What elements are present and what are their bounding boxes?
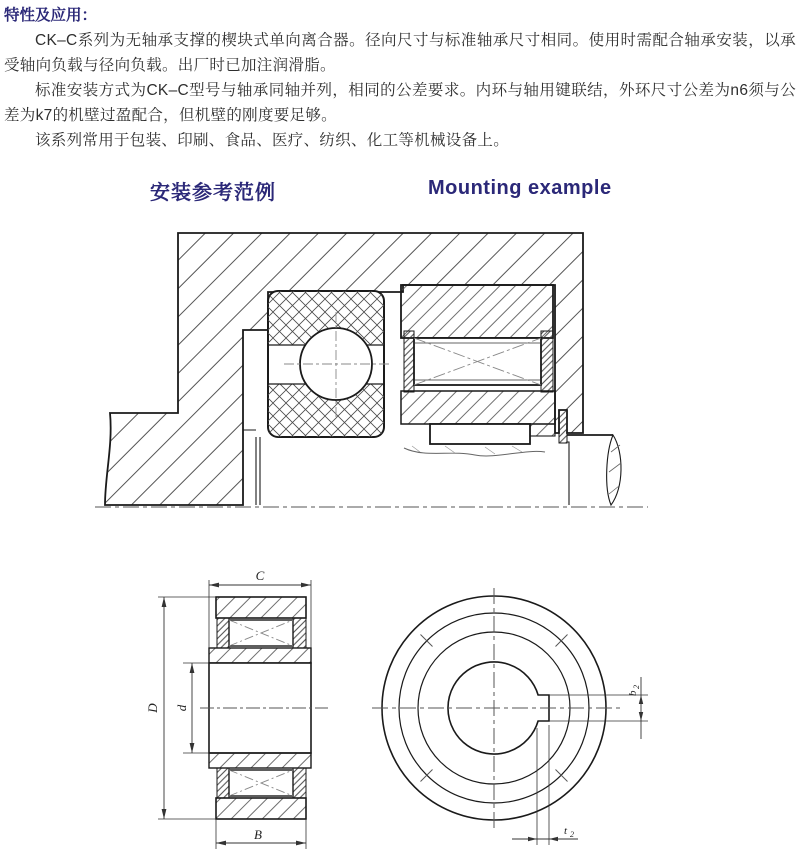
- label-t2-sub: 2: [570, 830, 574, 839]
- shaft-break-wavy: [404, 448, 545, 456]
- paragraph-1: CK–C系列为无轴承支撑的楔块式单向离合器。径向尺寸与标准轴承尺寸相同。使用时需配合轴承安装，以承受轴向负载与径向负载。出厂时已加注润滑脂。: [4, 32, 796, 74]
- dim-B: [216, 819, 306, 849]
- mounting-cross-section: [95, 233, 648, 507]
- dim-t2: [512, 725, 578, 845]
- label-t2: t: [564, 825, 568, 837]
- clutch-side-plate-right: [541, 331, 553, 392]
- shaft-key: [430, 424, 530, 444]
- paragraph-2: 标准安装方式为CK–C型号与轴承同轴并列，相同的公差要求。内环与轴用键联结，外环尺寸公差为n6须与公差为k7的机壁过盈配合，但机壁的刚度要足够。: [4, 82, 796, 124]
- ckc-clutch: [401, 285, 555, 456]
- label-b2-sub: 2: [632, 685, 641, 689]
- label-B: B: [254, 827, 262, 842]
- heading-english: Mounting example: [428, 177, 612, 199]
- intro-text: [0, 0, 800, 153]
- heading-chinese: 安装参考范例: [150, 182, 276, 204]
- retaining-ring: [559, 410, 567, 443]
- section-view: [145, 568, 328, 849]
- paragraph-3: 该系列常用于包装、印刷、食品、医疗、纺织、化工等机械设备上。: [35, 132, 510, 149]
- ball-bearing: [268, 291, 392, 437]
- front-view: [372, 588, 648, 845]
- clutch-side-plate-left: [404, 331, 414, 392]
- label-d: d: [174, 704, 189, 712]
- technical-drawings: [0, 205, 800, 855]
- label-b2: b: [627, 690, 639, 696]
- label-D: D: [145, 703, 160, 713]
- clutch-inner-ring: [401, 391, 555, 424]
- label-C: C: [255, 568, 265, 583]
- heading-row: [0, 176, 800, 204]
- section-title: 特性及应用：: [4, 7, 98, 24]
